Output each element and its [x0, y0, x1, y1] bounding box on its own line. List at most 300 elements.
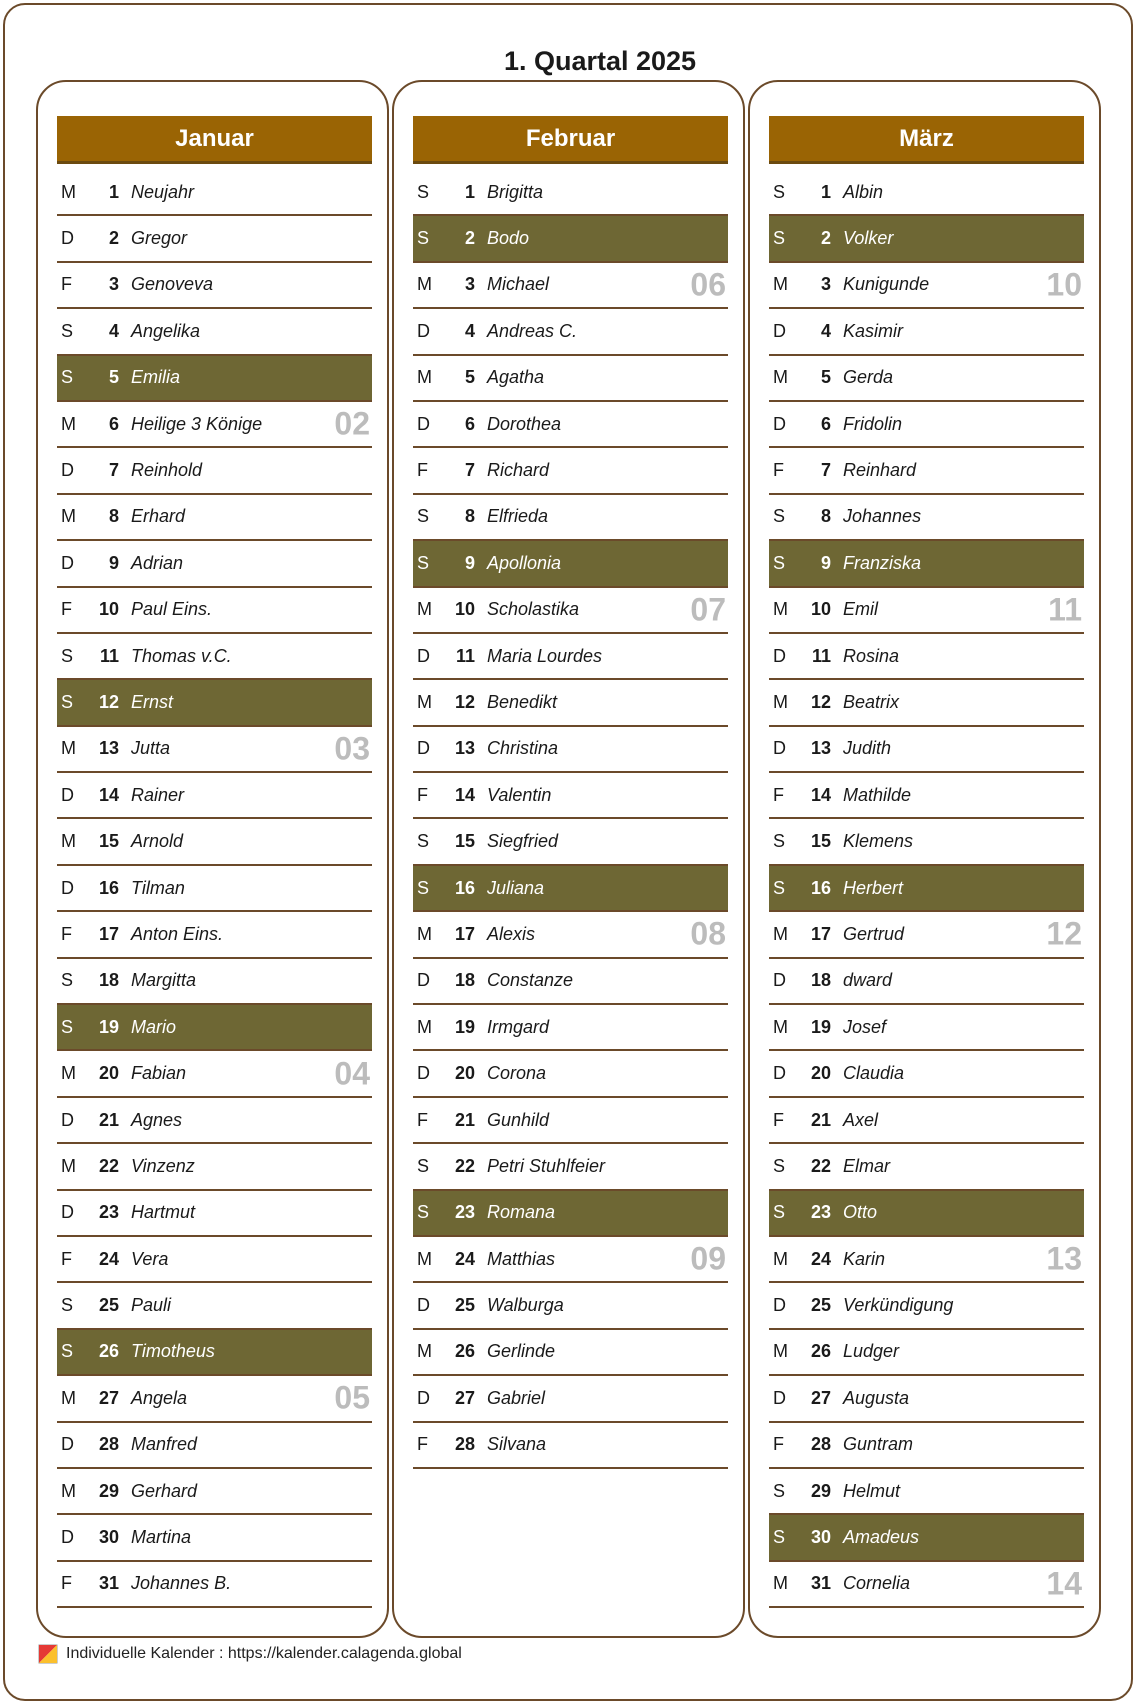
day-row — [769, 541, 1084, 587]
weekday-abbrev: S — [61, 645, 74, 666]
name-day: Emil — [843, 599, 878, 620]
name-day: Agnes — [131, 1109, 183, 1130]
weekday-abbrev: S — [61, 970, 74, 991]
weekday-abbrev: M — [61, 181, 76, 202]
name-day: Erhard — [131, 506, 186, 527]
day-row — [57, 634, 372, 680]
day-list — [57, 170, 372, 1608]
day-number: 10 — [810, 599, 831, 620]
day-number: 28 — [810, 1434, 831, 1455]
name-day: Josef — [843, 1016, 887, 1037]
name-day: Ludger — [843, 1341, 900, 1362]
name-day: Judith — [843, 738, 892, 759]
weekday-abbrev: D — [417, 413, 430, 434]
name-day: Helmut — [843, 1480, 901, 1501]
weekday-abbrev: S — [417, 181, 430, 202]
name-day: Franziska — [843, 552, 922, 573]
weekday-abbrev: D — [61, 228, 74, 249]
calagenda-logo-icon — [38, 1644, 58, 1664]
day-number: 14 — [98, 784, 119, 805]
day-row — [57, 1423, 372, 1469]
week-number: 11 — [1048, 591, 1082, 628]
day-row — [769, 1376, 1084, 1422]
name-day: Verkündigung — [843, 1295, 954, 1316]
day-row — [413, 912, 728, 958]
weekday-abbrev: S — [61, 691, 74, 712]
day-row — [57, 1098, 372, 1144]
name-day: Vera — [131, 1248, 169, 1269]
day-number: 8 — [820, 506, 831, 527]
weekday-abbrev: F — [773, 1109, 784, 1130]
day-row — [57, 912, 372, 958]
day-row — [769, 1283, 1084, 1329]
weekday-abbrev: D — [417, 970, 430, 991]
day-row — [769, 216, 1084, 262]
day-number: 9 — [108, 552, 119, 573]
day-number: 15 — [454, 831, 475, 852]
day-row — [413, 1005, 728, 1051]
week-number: 06 — [690, 266, 726, 303]
weekday-abbrev: S — [773, 831, 786, 852]
name-day: Gerlinde — [487, 1341, 556, 1362]
name-day: Albin — [843, 181, 884, 202]
name-day: Rosina — [843, 645, 900, 666]
day-row — [57, 1005, 372, 1051]
day-number: 26 — [98, 1341, 119, 1362]
page-title: 1. Quartal 2025 — [503, 46, 697, 76]
day-number: 27 — [98, 1387, 119, 1408]
week-number: 09 — [690, 1240, 726, 1277]
day-number: 27 — [454, 1387, 475, 1408]
day-row — [57, 680, 372, 726]
day-row — [413, 1283, 728, 1329]
day-row — [769, 1051, 1084, 1097]
day-number: 29 — [810, 1480, 831, 1501]
name-day: Beatrix — [843, 691, 900, 712]
weekday-abbrev: M — [61, 831, 76, 852]
month-header: Januar — [57, 116, 372, 164]
day-row — [413, 1376, 728, 1422]
weekday-abbrev: D — [417, 645, 430, 666]
weekday-abbrev: D — [61, 1434, 74, 1455]
name-day: Dorothea — [487, 413, 562, 434]
week-number: 05 — [334, 1379, 370, 1416]
name-day: Corona — [487, 1063, 547, 1084]
day-number: 8 — [108, 506, 119, 527]
day-row — [57, 263, 372, 309]
day-row — [769, 773, 1084, 819]
day-number: 3 — [464, 274, 475, 295]
name-day: Otto — [843, 1202, 878, 1223]
day-number: 17 — [810, 923, 831, 944]
week-number: 02 — [334, 405, 370, 442]
name-day: Arnold — [131, 831, 184, 852]
weekday-abbrev: F — [61, 599, 72, 620]
day-number: 10 — [454, 599, 475, 620]
day-number: 6 — [464, 413, 475, 434]
day-row — [413, 495, 728, 541]
weekday-abbrev: F — [417, 1109, 428, 1130]
weekday-abbrev: D — [61, 552, 74, 573]
day-row — [413, 356, 728, 402]
day-row — [769, 588, 1084, 634]
weekday-abbrev: D — [61, 1109, 74, 1130]
weekday-abbrev: M — [417, 274, 432, 295]
day-row — [57, 1469, 372, 1515]
day-number: 13 — [454, 738, 475, 759]
name-day: Apollonia — [487, 552, 562, 573]
day-number: 27 — [810, 1387, 831, 1408]
weekday-abbrev: S — [773, 1155, 786, 1176]
week-number: 07 — [690, 591, 726, 628]
weekday-abbrev: S — [773, 552, 786, 573]
weekday-abbrev: M — [61, 1155, 76, 1176]
day-row — [413, 541, 728, 587]
day-number: 28 — [454, 1434, 475, 1455]
day-number: 9 — [820, 552, 831, 573]
day-row — [413, 1098, 728, 1144]
weekday-abbrev: S — [61, 1341, 74, 1362]
day-row — [769, 866, 1084, 912]
name-day: Hartmut — [131, 1202, 196, 1223]
week-number: 03 — [334, 730, 370, 767]
weekday-abbrev: D — [417, 738, 430, 759]
day-number: 23 — [454, 1202, 475, 1223]
name-day: Scholastika — [487, 599, 580, 620]
weekday-abbrev: S — [773, 1527, 786, 1548]
name-day: Margitta — [131, 970, 197, 991]
day-row — [769, 1330, 1084, 1376]
day-number: 16 — [810, 877, 831, 898]
footer-text: Individuelle Kalender : https://kalender.calagenda.global — [66, 1645, 462, 1662]
day-number: 7 — [464, 460, 475, 481]
day-row — [57, 1051, 372, 1097]
day-row — [769, 1098, 1084, 1144]
weekday-abbrev: D — [773, 1063, 786, 1084]
weekday-abbrev: D — [61, 877, 74, 898]
weekday-abbrev: M — [61, 1387, 76, 1408]
name-day: Johannes B. — [131, 1573, 232, 1594]
weekday-abbrev: S — [773, 1480, 786, 1501]
day-row — [57, 1330, 372, 1376]
month-column-january — [36, 80, 389, 1638]
day-row — [413, 1330, 728, 1376]
weekday-abbrev: S — [61, 1295, 74, 1316]
name-day: Maria Lourdes — [487, 645, 603, 666]
name-day: Claudia — [843, 1063, 905, 1084]
day-number: 22 — [810, 1155, 831, 1176]
day-row — [57, 495, 372, 541]
name-day: Jutta — [131, 738, 171, 759]
day-row — [769, 1423, 1084, 1469]
weekday-abbrev: M — [773, 599, 788, 620]
day-number: 19 — [98, 1016, 119, 1037]
day-number: 11 — [99, 645, 119, 666]
weekday-abbrev: F — [773, 784, 784, 805]
day-row — [413, 448, 728, 494]
day-number: 26 — [810, 1341, 831, 1362]
weekday-abbrev: M — [773, 1573, 788, 1594]
weekday-abbrev: M — [773, 1341, 788, 1362]
weekday-abbrev: S — [417, 831, 430, 852]
month-column-february — [392, 80, 745, 1638]
day-number: 21 — [98, 1109, 119, 1130]
weekday-abbrev: D — [773, 970, 786, 991]
day-number: 15 — [98, 831, 119, 852]
day-number: 14 — [454, 784, 475, 805]
day-number: 11 — [455, 645, 475, 666]
day-row — [57, 1376, 372, 1422]
day-number: 4 — [108, 320, 119, 341]
weekday-abbrev: F — [417, 460, 428, 481]
weekday-abbrev: M — [417, 599, 432, 620]
day-list — [769, 170, 1084, 1608]
name-day: Gerhard — [131, 1480, 198, 1501]
day-row — [769, 402, 1084, 448]
day-row — [769, 634, 1084, 680]
weekday-abbrev: F — [61, 1248, 72, 1269]
day-row — [57, 541, 372, 587]
name-day: Genoveva — [131, 274, 214, 295]
name-day: Thomas v.C. — [131, 645, 232, 666]
day-row — [413, 263, 728, 309]
day-row — [413, 773, 728, 819]
week-number: 04 — [334, 1055, 370, 1092]
day-number: 21 — [810, 1109, 831, 1130]
day-row — [57, 356, 372, 402]
name-day: Axel — [843, 1109, 879, 1130]
day-number: 5 — [464, 367, 475, 388]
day-number: 5 — [108, 367, 119, 388]
weekday-abbrev: S — [417, 506, 430, 527]
day-number: 19 — [454, 1016, 475, 1037]
day-row — [413, 170, 728, 216]
name-day: Gertrud — [843, 923, 905, 944]
day-row — [57, 727, 372, 773]
name-day: Romana — [487, 1202, 556, 1223]
day-row — [769, 680, 1084, 726]
day-number: 28 — [98, 1434, 119, 1455]
day-number: 9 — [464, 552, 475, 573]
weekday-abbrev: M — [61, 738, 76, 759]
name-day: Andreas C. — [487, 320, 578, 341]
day-number: 24 — [98, 1248, 119, 1269]
day-number: 12 — [810, 691, 831, 712]
day-row — [413, 1051, 728, 1097]
weekday-abbrev: M — [417, 1341, 432, 1362]
day-number: 2 — [820, 228, 831, 249]
day-number: 18 — [454, 970, 475, 991]
weekday-abbrev: M — [773, 1016, 788, 1037]
day-row — [769, 1191, 1084, 1237]
weekday-abbrev: S — [61, 367, 74, 388]
day-row — [769, 170, 1084, 216]
name-day: Pauli — [131, 1295, 172, 1316]
day-row — [413, 680, 728, 726]
day-number: 30 — [810, 1527, 831, 1548]
name-day: Benedikt — [487, 691, 558, 712]
day-row — [57, 309, 372, 355]
day-number: 16 — [98, 877, 119, 898]
name-day: Karin — [843, 1248, 886, 1269]
day-row — [769, 1237, 1084, 1283]
day-row — [769, 727, 1084, 773]
day-row — [769, 309, 1084, 355]
week-number: 08 — [690, 915, 726, 952]
day-row — [57, 402, 372, 448]
day-number: 1 — [820, 181, 831, 202]
weekday-abbrev: S — [773, 506, 786, 527]
name-day: Fabian — [131, 1063, 187, 1084]
day-row — [57, 216, 372, 262]
day-number: 12 — [98, 691, 119, 712]
weekday-abbrev: M — [773, 367, 788, 388]
day-row — [413, 1423, 728, 1469]
weekday-abbrev: F — [61, 923, 72, 944]
weekday-abbrev: F — [417, 784, 428, 805]
day-row — [57, 1191, 372, 1237]
day-row — [769, 356, 1084, 402]
name-day: Mathilde — [843, 784, 912, 805]
name-day: Gabriel — [487, 1387, 546, 1408]
day-row — [413, 727, 728, 773]
day-row — [57, 773, 372, 819]
weekday-abbrev: S — [417, 877, 430, 898]
day-row — [769, 495, 1084, 541]
day-number: 6 — [820, 413, 831, 434]
day-number: 2 — [108, 228, 119, 249]
weekday-abbrev: D — [773, 738, 786, 759]
name-day: Timotheus — [131, 1341, 215, 1362]
day-number: 25 — [98, 1295, 119, 1316]
name-day: Guntram — [843, 1434, 914, 1455]
name-day: Angelika — [131, 320, 201, 341]
weekday-abbrev: M — [61, 506, 76, 527]
name-day: Martina — [131, 1527, 192, 1548]
weekday-abbrev: M — [417, 1016, 432, 1037]
day-row — [57, 1237, 372, 1283]
name-day: Gregor — [131, 228, 188, 249]
name-day: Manfred — [131, 1434, 198, 1455]
day-number: 3 — [820, 274, 831, 295]
day-list — [413, 170, 728, 1469]
weekday-abbrev: M — [773, 1248, 788, 1269]
weekday-abbrev: D — [417, 1063, 430, 1084]
weekday-abbrev: D — [61, 784, 74, 805]
name-day: Richard — [487, 460, 550, 481]
day-number: 20 — [98, 1063, 119, 1084]
day-number: 5 — [820, 367, 831, 388]
day-row — [413, 1237, 728, 1283]
name-day: Brigitta — [487, 181, 544, 202]
name-day: Alexis — [487, 923, 536, 944]
day-number: 26 — [454, 1341, 475, 1362]
name-day: Gerda — [843, 367, 894, 388]
day-number: 25 — [810, 1295, 831, 1316]
name-day: Fridolin — [843, 413, 903, 434]
weekday-abbrev: M — [773, 691, 788, 712]
day-number: 7 — [108, 460, 119, 481]
name-day: Augusta — [843, 1387, 910, 1408]
day-row — [769, 1562, 1084, 1608]
day-row — [57, 170, 372, 216]
day-number: 31 — [810, 1573, 831, 1594]
day-number: 1 — [464, 181, 475, 202]
weekday-abbrev: D — [61, 1527, 74, 1548]
week-number: 14 — [1046, 1565, 1082, 1602]
weekday-abbrev: F — [773, 1434, 784, 1455]
weekday-abbrev: D — [61, 460, 74, 481]
day-row — [57, 1562, 372, 1608]
day-number: 24 — [454, 1248, 475, 1269]
day-row — [769, 1469, 1084, 1515]
month-column-march — [748, 80, 1101, 1638]
day-number: 22 — [454, 1155, 475, 1176]
week-number: 13 — [1046, 1240, 1082, 1277]
day-number: 23 — [810, 1202, 831, 1223]
day-number: 7 — [820, 460, 831, 481]
day-number: 11 — [811, 645, 831, 666]
day-row — [769, 1005, 1084, 1051]
weekday-abbrev: F — [61, 1573, 72, 1594]
day-number: 13 — [98, 738, 119, 759]
day-row — [57, 1515, 372, 1561]
day-row — [413, 819, 728, 865]
day-number: 23 — [98, 1202, 119, 1223]
weekday-abbrev: D — [773, 413, 786, 434]
name-day: Bodo — [487, 228, 530, 249]
weekday-abbrev: D — [773, 645, 786, 666]
day-row — [413, 402, 728, 448]
name-day: dward — [843, 970, 893, 991]
name-day: Constanze — [487, 970, 574, 991]
day-row — [57, 448, 372, 494]
weekday-abbrev: M — [773, 274, 788, 295]
name-day: Herbert — [843, 877, 904, 898]
name-day: Johannes — [843, 506, 922, 527]
day-row — [413, 1191, 728, 1237]
day-number: 15 — [810, 831, 831, 852]
day-row — [769, 912, 1084, 958]
day-number: 29 — [98, 1480, 119, 1501]
weekday-abbrev: F — [61, 274, 72, 295]
day-number: 6 — [108, 413, 119, 434]
day-number: 4 — [820, 320, 831, 341]
day-row — [413, 216, 728, 262]
name-day: Valentin — [487, 784, 552, 805]
footer — [38, 1644, 462, 1664]
name-day: Heilige 3 Könige — [131, 413, 263, 434]
name-day: Amadeus — [843, 1527, 920, 1548]
weekday-abbrev: D — [417, 320, 430, 341]
weekday-abbrev: M — [417, 923, 432, 944]
day-number: 30 — [98, 1527, 119, 1548]
name-day: Irmgard — [487, 1016, 550, 1037]
day-number: 8 — [464, 506, 475, 527]
name-day: Juliana — [487, 877, 545, 898]
weekday-abbrev: D — [417, 1295, 430, 1316]
weekday-abbrev: D — [773, 320, 786, 341]
name-day: Christina — [487, 738, 559, 759]
weekday-abbrev: M — [417, 367, 432, 388]
name-day: Michael — [487, 274, 550, 295]
day-row — [57, 588, 372, 634]
name-day: Paul Eins. — [131, 599, 213, 620]
weekday-abbrev: D — [773, 1387, 786, 1408]
day-number: 3 — [108, 274, 119, 295]
day-row — [57, 819, 372, 865]
day-row — [769, 263, 1084, 309]
